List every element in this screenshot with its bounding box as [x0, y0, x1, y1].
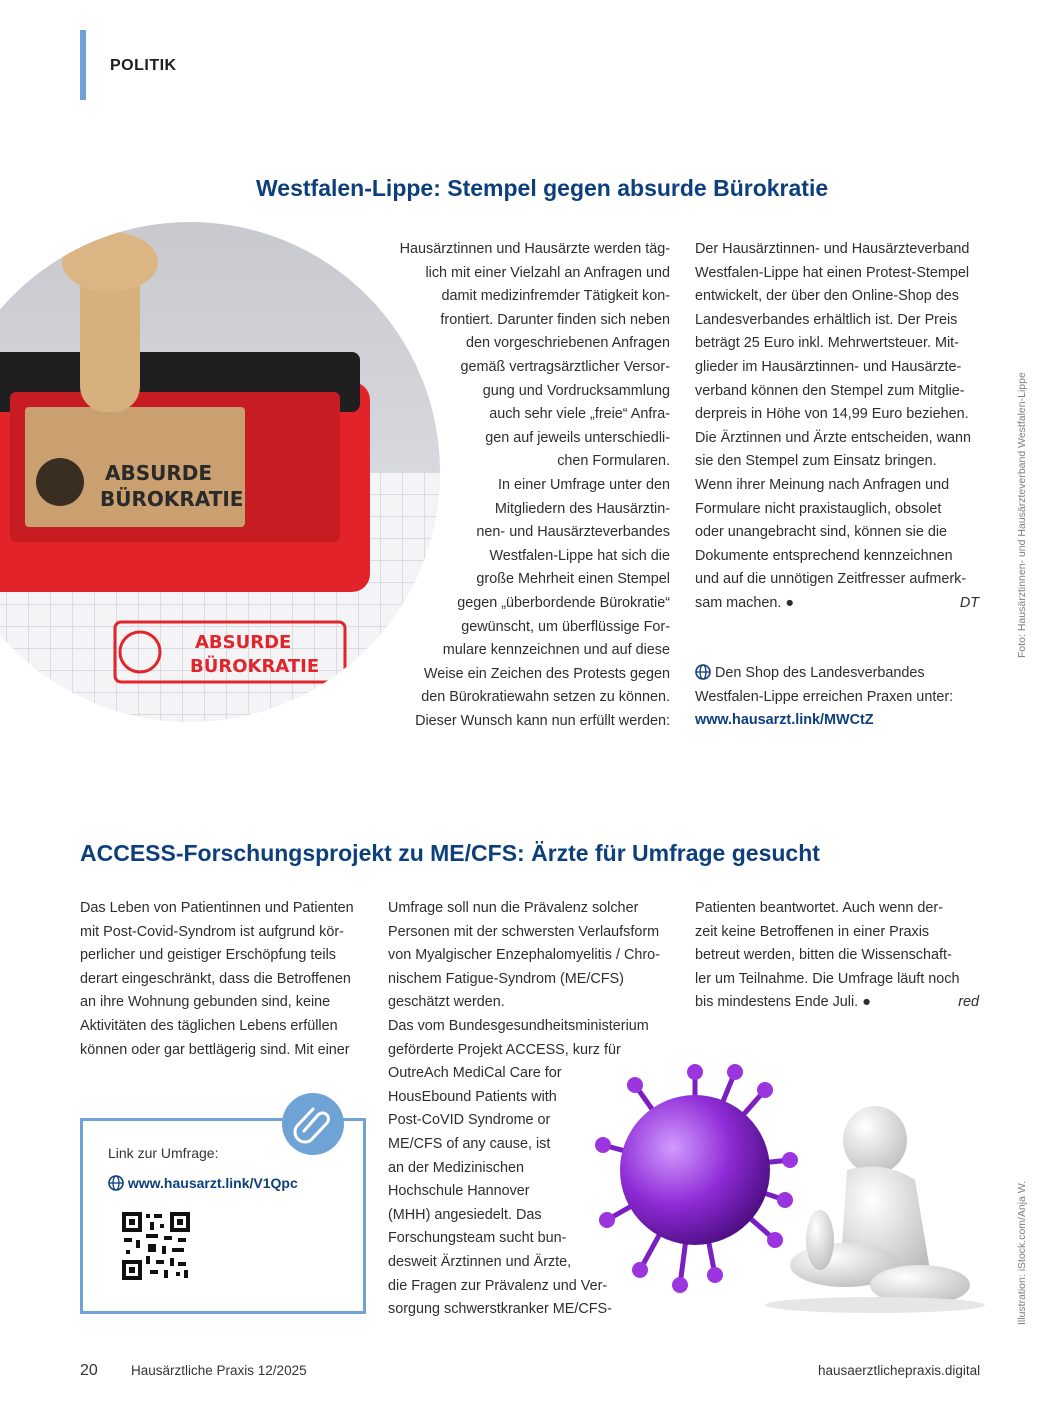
text-line: gemäß vertragsärztlicher Versor- — [460, 358, 670, 375]
survey-link[interactable]: www.hausarzt.link/V1Qpc — [127, 1175, 298, 1191]
sitting-figure — [790, 1106, 970, 1305]
text-line: verband können den Stempel zum Mitglie- — [695, 382, 965, 399]
virus-illustration — [585, 1050, 985, 1330]
text-line: Das Leben von Patientinnen und Patienten — [80, 900, 354, 916]
text-line: Hausärztinnen und Hausärzte werden täg- — [399, 241, 670, 257]
text-line: sorgung schwerstkranker ME/CFS- — [388, 1301, 612, 1318]
survey-label: Link zur Umfrage: — [108, 1145, 219, 1161]
text-line: Der Hausärztinnen- und Hausärzteverband — [695, 241, 970, 257]
text-line: gen auf jeweils unterschiedli- — [485, 429, 670, 446]
text-line: HousEbound Patients with — [388, 1088, 557, 1105]
text-line: entwickelt, der über den Online-Shop des — [695, 288, 959, 305]
last-line — [695, 592, 979, 616]
end-mark: ● — [785, 594, 795, 611]
text-line: betreut werden, bitten die Wissenschaft- — [695, 947, 952, 964]
text-line: Umfrage soll nun die Prävalenz solcher — [388, 900, 639, 916]
text-line: geschätzt werden. — [388, 994, 505, 1011]
illustration-credit: Illustration: iStock.com/Anja W. — [1016, 1180, 1028, 1325]
text-line: Formulare nicht praxistauglich, obsolet — [695, 500, 942, 517]
text-line: an ihre Wohnung gebunden sind, keine — [80, 994, 331, 1011]
text-line: können oder gar bettlägerig sind. Mit einer — [80, 1041, 350, 1058]
end-mark: ● — [862, 994, 871, 1011]
paperclip-badge — [282, 1093, 344, 1155]
text-line: den Bürokratiewahn setzen zu können. — [421, 689, 670, 706]
text-line: auch sehr viele „freie“ Anfra- — [489, 406, 670, 423]
link-globe-icon — [695, 664, 711, 680]
text-line: und auf die unnötigen Zeitfresser aufmerk- — [695, 571, 967, 588]
text-line: nen- und Hausärzteverbandes — [476, 524, 670, 541]
text-line: Dieser Wunsch kann nun erfüllt werden: — [415, 712, 670, 729]
last-line — [695, 991, 979, 1015]
text-line: gegen „überbordende Bürokratie“ — [457, 594, 670, 611]
link-globe-icon — [108, 1175, 124, 1191]
text-line: gung und Vordrucksammlung — [482, 382, 670, 399]
text-line: an der Medizinischen — [388, 1159, 524, 1176]
text-line: derpreis in Höhe von 14,99 Euro beziehen. — [695, 406, 969, 423]
text-line: große Mehrheit einen Stempel — [476, 571, 670, 588]
text-line: Dokumente entsprechend kennzeichnen — [695, 547, 953, 564]
imprint-top-label: ABSURDE — [195, 632, 292, 653]
text-line: Westfalen-Lippe hat einen Protest-Stempel — [695, 264, 970, 281]
text-line: In einer Umfrage unter den — [498, 476, 670, 493]
text-line: Die Ärztinnen und Ärzte entscheiden, wann — [695, 429, 971, 446]
text-line: sie den Stempel zum Einsatz bringen. — [695, 453, 937, 470]
text-line: Weise ein Zeichen des Protests gegen — [423, 665, 670, 682]
shop-text: Den Shop des Landesverbandes — [715, 665, 925, 681]
text-line: Wenn ihrer Meinung nach Anfragen und — [695, 476, 950, 493]
paperclip-icon — [282, 1093, 344, 1155]
stamp-photo — [0, 222, 440, 722]
photo-credit: Foto: Hausärztinnen- und Hausärzteverband Westfalen-Lippe — [1016, 372, 1028, 658]
text-line: mit Post-Covid-Syndrom ist aufgrund kör- — [80, 923, 344, 940]
text-line: nischem Fatigue-Syndrom (ME/CFS) — [388, 970, 624, 987]
text-line: (MHH) angesiedelt. Das — [388, 1206, 542, 1223]
article1-column1 — [382, 238, 670, 733]
shop-link[interactable]: www.hausarzt.link/MWCtZ — [695, 712, 874, 729]
section-accent-bar — [80, 30, 86, 100]
qr-code-image[interactable] — [120, 1210, 192, 1282]
text-line: Hochschule Hannover — [388, 1183, 530, 1200]
author-initials: DT — [959, 594, 979, 611]
text-line: von Myalgischer Enzephalomyelitis / Chro- — [388, 947, 660, 964]
page-number: 20 — [80, 1362, 98, 1379]
text-line: bis mindestens Ende Juli. — [695, 994, 859, 1011]
text-line: die Fragen zur Prävalenz und Ver- — [388, 1277, 608, 1294]
text-line: desweit Ärztinnen und Ärzte, — [388, 1253, 572, 1270]
text-line: sam machen. — [695, 594, 782, 611]
text-line: Personen mit der schwersten Verlaufsform — [388, 923, 660, 940]
text-line: damit medizinfremder Tätigkeit kon- — [441, 288, 670, 305]
figure-shadow — [765, 1297, 985, 1313]
imprint-monkey-icon — [120, 632, 160, 672]
text-line: Landesverbandes erhältlich ist. Der Preis — [695, 311, 958, 328]
article1-title: Westfalen-Lippe: Stempel gegen absurde Bürokratie — [256, 175, 829, 201]
text-line: den vorgeschriebenen Anfragen — [465, 335, 670, 352]
text-line: gewünscht, um überflüssige For- — [461, 618, 670, 635]
text-line: Westfalen-Lippe hat sich die — [489, 547, 670, 564]
text-line: beträgt 25 Euro inkl. Mehrwertsteuer. Mit- — [695, 335, 959, 352]
text-line: chen Formularen. — [557, 453, 670, 470]
stamp-bottom-label: BÜROKRATIE — [100, 487, 244, 511]
stamp-handle-knob — [62, 232, 158, 292]
text-line: geförderte Projekt ACCESS, kurz für — [388, 1041, 621, 1058]
text-line: OutreAch MediCal Care for — [388, 1065, 562, 1082]
stamp-photo-drawing — [0, 222, 440, 722]
section-label: POLITIK — [110, 57, 177, 74]
stamp-top-label: ABSURDE — [105, 461, 213, 485]
text-line: oder unangebracht sind, können sie die — [695, 524, 948, 541]
publication-name: Hausärztliche Praxis 12/2025 — [131, 1363, 307, 1378]
shop-text: Westfalen-Lippe erreichen Praxen unter: — [695, 688, 954, 705]
text-line: zeit keine Betroffenen in einer Praxis — [695, 923, 930, 940]
text-line: Patienten beantwortet. Auch wenn der- — [695, 900, 943, 916]
text-line: frontiert. Darunter finden sich neben — [440, 311, 670, 328]
article1-column2 — [695, 238, 979, 616]
article2-column3 — [695, 897, 979, 1015]
text-line: ler um Teilnahme. Die Umfrage läuft noch — [695, 970, 960, 987]
text-line: ME/CFS of any cause, ist — [388, 1135, 551, 1152]
article2-title: ACCESS-Forschungsprojekt zu ME/CFS: Ärzte für Umfrage gesucht — [80, 840, 820, 866]
text-line: perlicher und geistiger Erschöpfung teils — [80, 947, 336, 964]
text-line: Das vom Bundesgesundheitsministerium — [388, 1017, 649, 1034]
text-line: Aktivitäten des täglichen Lebens erfüllen — [80, 1017, 338, 1034]
monkey-icon — [36, 458, 84, 506]
text-line: mulare kennzeichnen und auf diese — [442, 642, 670, 659]
text-line: Post-CoVID Syndrome or — [388, 1112, 551, 1129]
article2-column1 — [80, 897, 363, 1062]
imprint-bottom-label: BÜROKRATIE — [190, 656, 320, 677]
text-line: lich mit einer Vielzahl an Anfragen und — [425, 264, 670, 281]
survey-link-row — [108, 1175, 298, 1191]
website[interactable]: hausaerztlichepraxis.digital — [818, 1363, 981, 1378]
text-line: Forschungsteam sucht bun- — [388, 1230, 567, 1247]
virus-body — [620, 1095, 770, 1245]
text-line: derart eingeschränkt, dass die Betroffenen — [80, 970, 351, 987]
text-line: glieder im Hausärztinnen- und Hausärzte- — [695, 358, 962, 375]
shop-info — [695, 662, 979, 733]
text-line: Mitgliedern des Hausärztin- — [494, 500, 670, 517]
author-initials: red — [958, 994, 979, 1011]
